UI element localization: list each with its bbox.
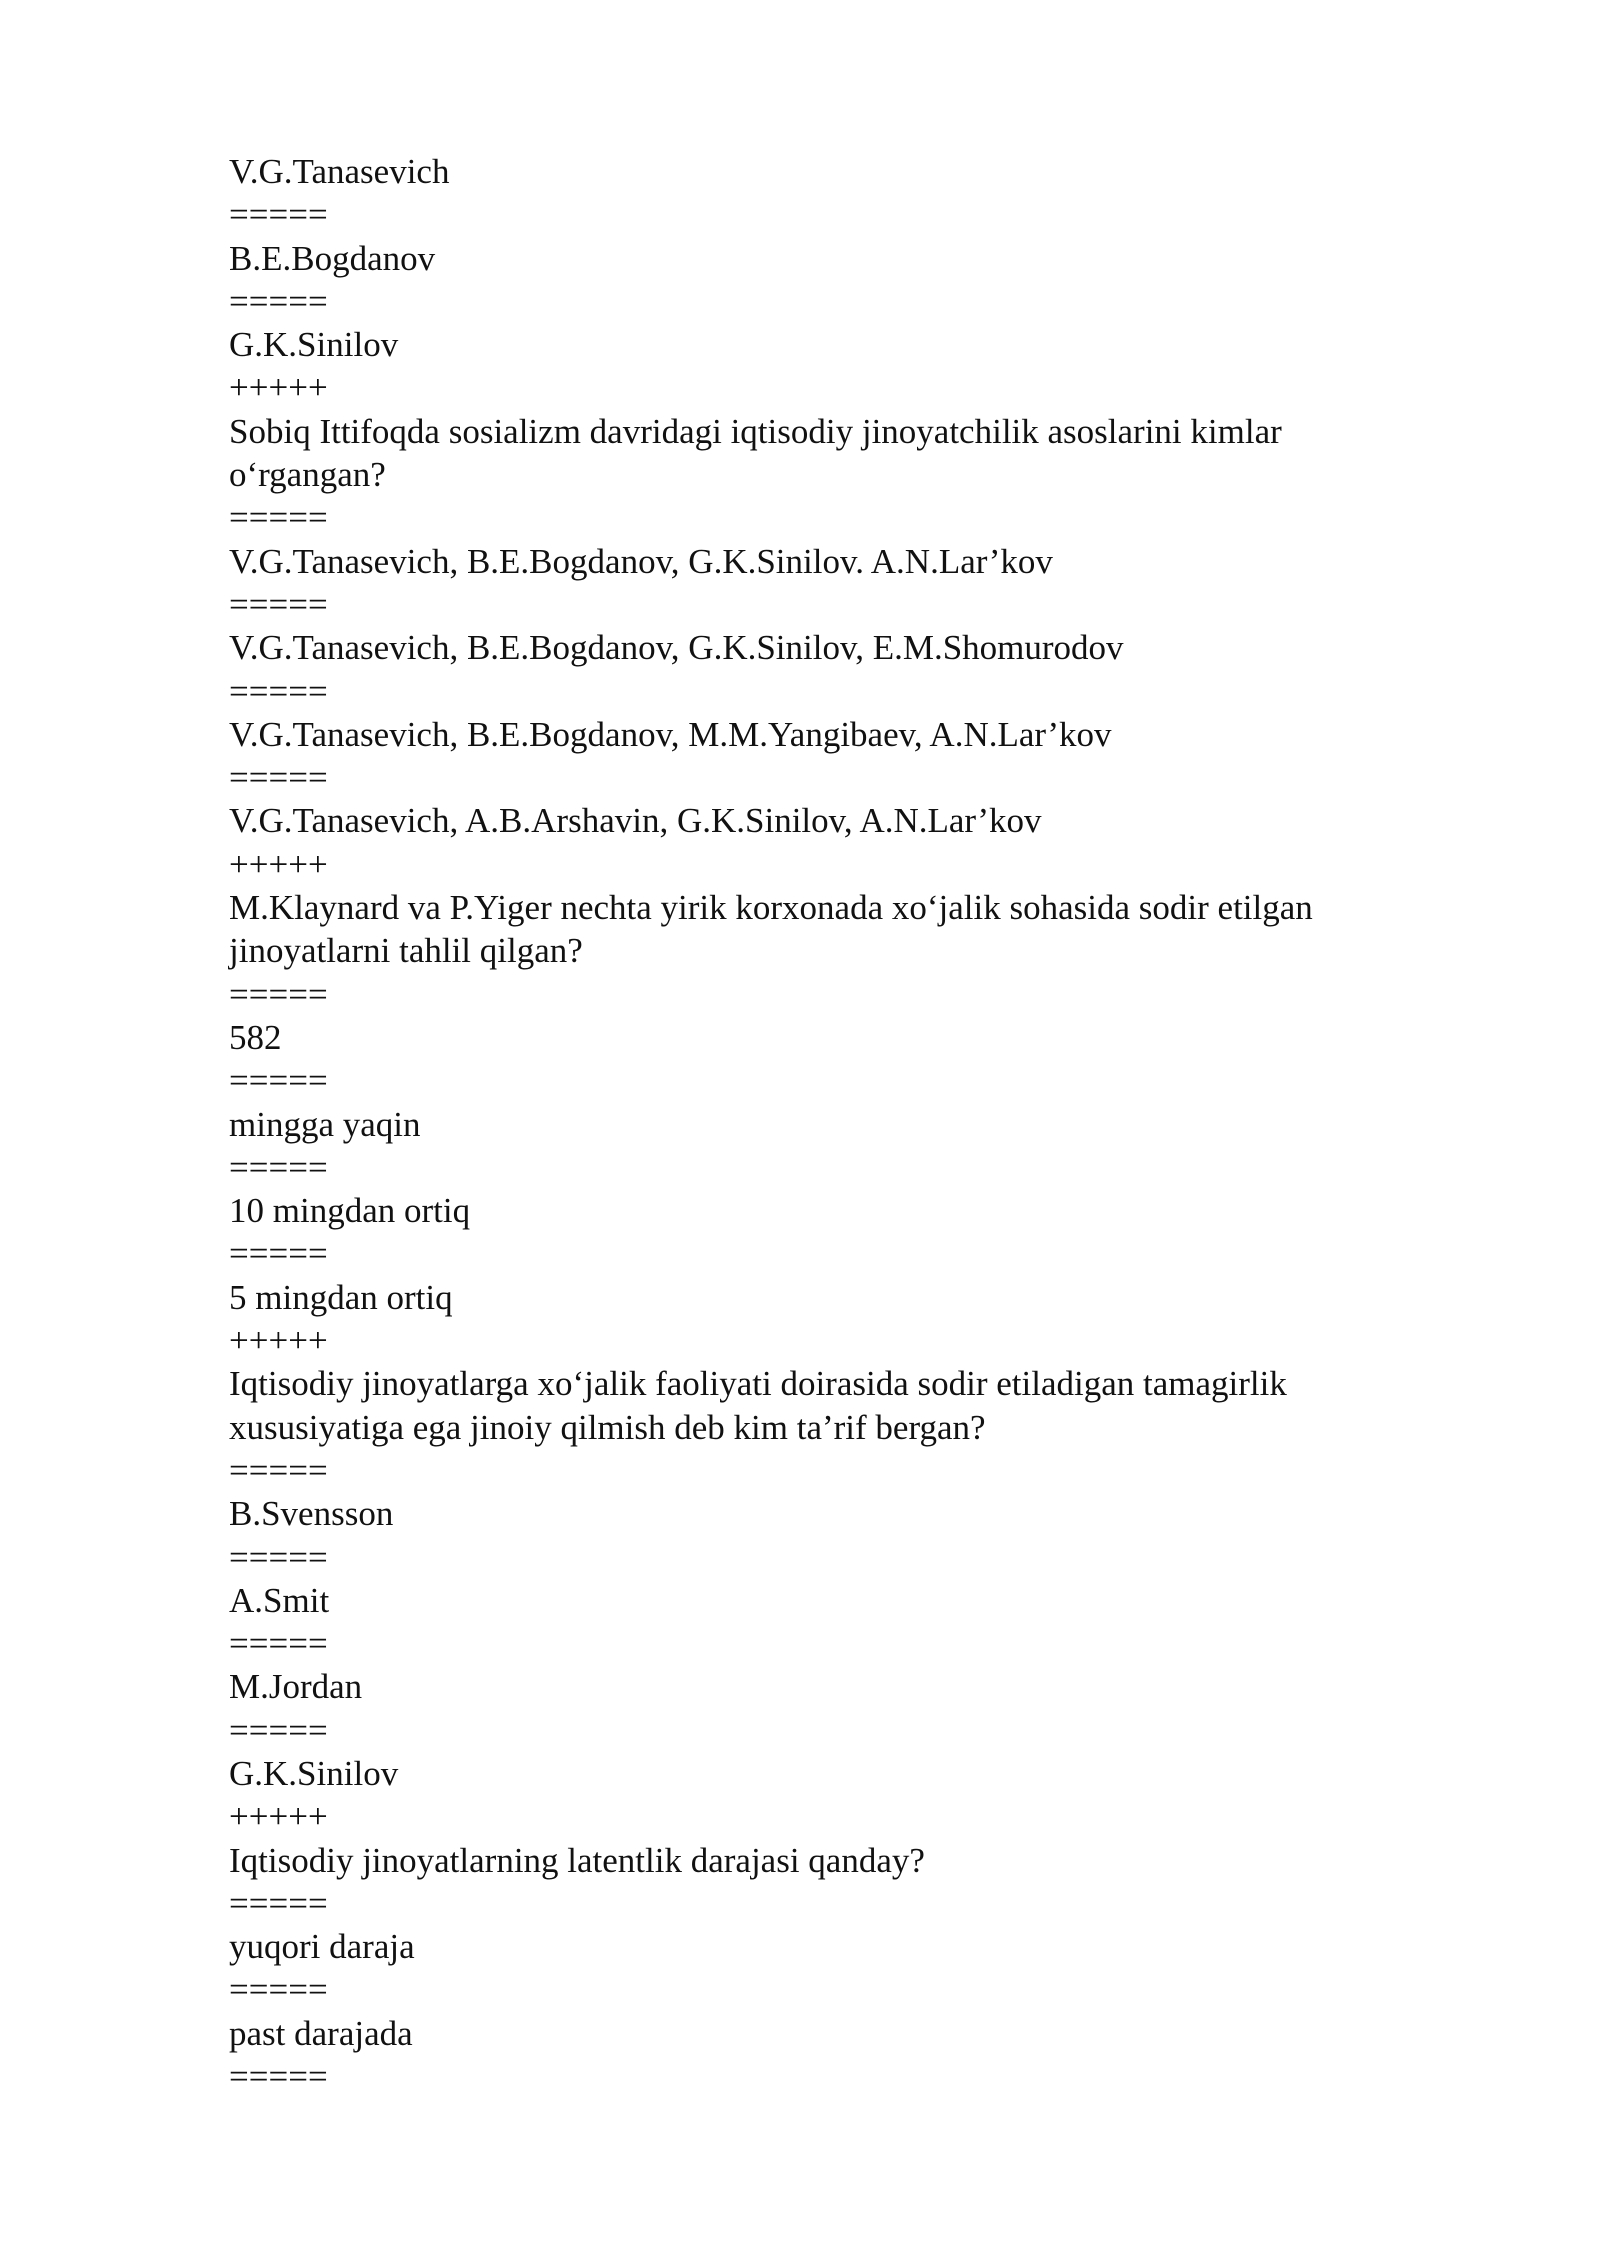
option-separator: ===== — [229, 1710, 328, 1750]
text-line: V.G.Tanasevich, A.B.Arshavin, G.K.Sinilov, A.N.Lar’kov — [229, 801, 1042, 841]
text-line: 582 — [229, 1017, 282, 1057]
text-line: A.Smit — [229, 1580, 330, 1620]
option-separator: ===== — [229, 498, 328, 538]
text-line: G.K.Sinilov — [229, 1753, 399, 1793]
option-separator: ===== — [229, 671, 328, 711]
option-separator: ===== — [229, 2057, 328, 2097]
text-line: V.G.Tanasevich, B.E.Bogdanov, G.K.Sinilov, E.M.Shomurodov — [229, 628, 1124, 668]
question-separator: +++++ — [229, 844, 328, 884]
option-separator: ===== — [229, 1450, 328, 1490]
text-line: xususiyatiga ega jinoiy qilmish deb kim ta’rif bergan? — [229, 1407, 986, 1447]
option-separator: ===== — [229, 195, 328, 235]
text-line: mingga yaqin — [229, 1104, 421, 1144]
option-separator: ===== — [229, 974, 328, 1014]
option-separator: ===== — [229, 1061, 328, 1101]
option-separator: ===== — [229, 758, 328, 798]
text-line: 5 mingdan ortiq — [229, 1277, 453, 1317]
question-separator: +++++ — [229, 368, 328, 408]
text-line: M.Jordan — [229, 1667, 363, 1707]
option-separator: ===== — [229, 1970, 328, 2010]
text-line: G.K.Sinilov — [229, 325, 399, 365]
text-line: jinoyatlarni tahlil qilgan? — [229, 931, 583, 971]
text-line: B.E.Bogdanov — [229, 238, 436, 278]
text-line: o‘rgangan? — [229, 455, 386, 495]
text-line: V.G.Tanasevich — [229, 152, 450, 191]
text-line: past darajada — [229, 2013, 413, 2053]
text-line: B.Svensson — [229, 1494, 394, 1534]
text-line: yuqori daraja — [229, 1927, 415, 1967]
document-body — [229, 150, 1429, 2098]
text-line: M.Klaynard va P.Yiger nechta yirik korxonada xo‘jalik sohasida sodir etilgan — [229, 888, 1313, 928]
text-line: V.G.Tanasevich, B.E.Bogdanov, M.M.Yangibaev, A.N.Lar’kov — [229, 714, 1112, 754]
option-separator: ===== — [229, 1883, 328, 1923]
option-separator: ===== — [229, 1537, 328, 1577]
option-separator: ===== — [229, 584, 328, 624]
text-line: Iqtisodiy jinoyatlarga xo‘jalik faoliyati doirasida sodir etiladigan tamagirlik — [229, 1364, 1287, 1404]
question-separator: +++++ — [229, 1321, 328, 1361]
text-line: 10 mingdan ortiq — [229, 1191, 471, 1231]
text-line: V.G.Tanasevich, B.E.Bogdanov, G.K.Sinilov. A.N.Lar’kov — [229, 541, 1053, 581]
text-line: Sobiq Ittifoqda sosializm davridagi iqtisodiy jinoyatchilik asoslarini kimlar — [229, 411, 1282, 451]
option-separator: ===== — [229, 1234, 328, 1274]
option-separator: ===== — [229, 281, 328, 321]
option-separator: ===== — [229, 1624, 328, 1664]
text-line: Iqtisodiy jinoyatlarning latentlik darajasi qanday? — [229, 1840, 925, 1880]
question-separator: +++++ — [229, 1797, 328, 1837]
option-separator: ===== — [229, 1147, 328, 1187]
